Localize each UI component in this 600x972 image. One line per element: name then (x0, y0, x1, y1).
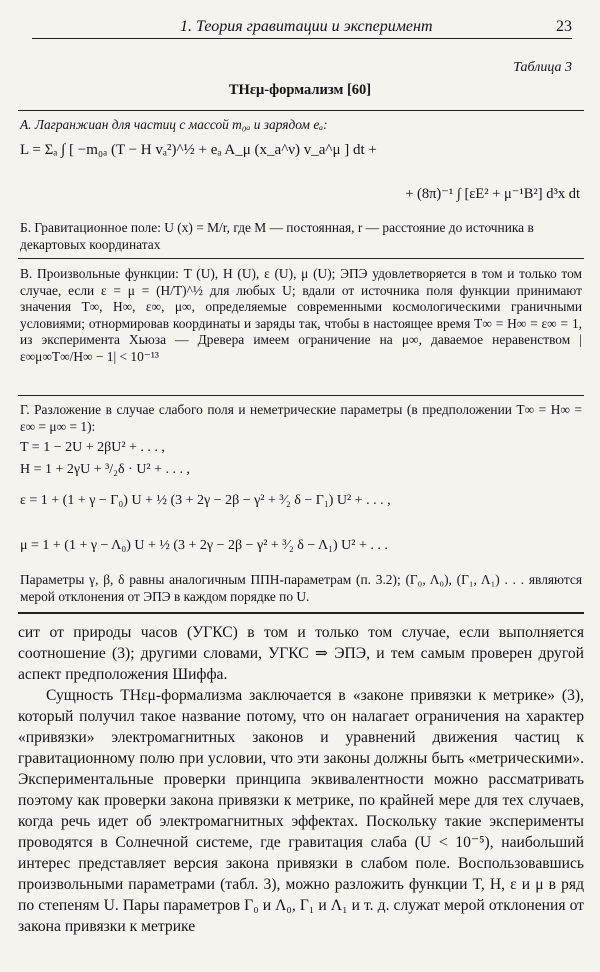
section-b-text: Б. Гравитационное поле: U (x) = M/r, где M — постоянная, r — расстояние до источника в декартовых координатах (20, 220, 534, 252)
eq-mu: μ = 1 + (1 + γ − Λ₀) U + ½ (3 + 2γ − 2β − γ² + ³⁄₂ δ − Λ₁) U² + . . . (20, 538, 388, 553)
lagrangian-eq-line2: + (8π)⁻¹ ∫ [εE² + μ⁻¹B²] d³x dt (405, 186, 580, 202)
page-number: 23 (556, 18, 572, 35)
paragraph-1: сит от природы часов (УГКС) в том и только том случае, если выполняется соотношение (3); другими словами, УГКС ⇒ ЭПЭ, и тем самым проверен другой аспект предположения Шиффа. (18, 624, 584, 683)
eq-epsilon: ε = 1 + (1 + γ − Γ₀) U + ½ (3 + 2γ − 2β − γ² + ³⁄₂ δ − Γ₁) U² + . . . , (20, 493, 391, 508)
running-header (32, 16, 572, 39)
running-title: 1. Теория гравитации и эксперимент (180, 18, 433, 35)
body-text (18, 622, 584, 937)
section-v-text: В. Произвольные функции: T (U), H (U), ε (U), μ (U); ЭПЭ удовлетворяется в том и только том случае, если ε = μ = (H/T)^½ для любых U; вдали от источника поля функции принимают значения T∞, H∞, ε∞, μ∞, определяемые современными космологическими граничными условиями; отнормировав координаты и заряды так, чтобы в настоящее время T∞ = H∞ = ε∞ = 1, из эксперимента Хьюза — Древера имеем ограничение на μ∞, даваемое неравенством |ε∞μ∞T∞/H∞ − 1| < 10⁻¹³ (20, 266, 582, 364)
table-title: THεμ-формализм [60] (228, 82, 372, 98)
eq-T: T = 1 − 2U + 2βU² + . . . , (20, 440, 165, 455)
table-number: Таблица 3 (513, 60, 572, 75)
eq-H: H = 1 + 2γU + ³/₂δ · U² + . . . , (20, 462, 191, 477)
paragraph-2: Сущность THεμ-формализма заключается в «законе привязки к метрике» (3), который получил такое название потому, что он налагает ограничения на характер «привязки» электромагнитных законов и уравнений движения частиц к гравитационному полю при условии, что эти законы должны быть «метрическими». Экспериментальные проверки принципа эквивалентности можно рассматривать поэтому как проверки закона привязки к метрике, по крайней мере для тех случаев, когда речь идет об электромагнитных эффектах. Поскольку такие эксперименты проводятся в Солнечной системе, где гравитация слаба (U < 10⁻⁵), наибольший интерес представляет версия закона привязки в слабом поле. Воспользовавшись произвольными параметрами (табл. 3), можно разложить функции T, H, ε и μ в ряд по степеням U. Пары параметров Γ₀ и Λ₀, Γ₁ и Λ₁ и т. д. служат мерой отклонения от закона привязки к метрике (18, 687, 584, 935)
section-g-heading: Г. Разложение в случае слабого поля и неметрические параметры (в предположении T∞ = H∞ = ε∞ = μ∞ = 1): (20, 402, 582, 434)
table-rule-bottom (18, 612, 584, 614)
table-rule-b (18, 258, 584, 259)
section-g-note: Параметры γ, β, δ равны аналогичным ППН-параметрам (п. 3.2); (Γ₀, Λ₀), (Γ₁, Λ₁) . . . являются мерой отклонения от ЭПЭ в каждом порядке по U. (20, 572, 582, 604)
section-a-heading: А. Лагранжиан для частиц с массой m₀ₐ и зарядом eₐ: (20, 117, 328, 132)
table-rule-v (18, 395, 584, 396)
lagrangian-eq-line1: L = Σₐ ∫ [ −m₀ₐ (T − H vₐ²)^½ + eₐ A_μ (x_a^ν) v_a^μ ] dt + (20, 142, 377, 158)
table-rule-top (18, 110, 584, 111)
